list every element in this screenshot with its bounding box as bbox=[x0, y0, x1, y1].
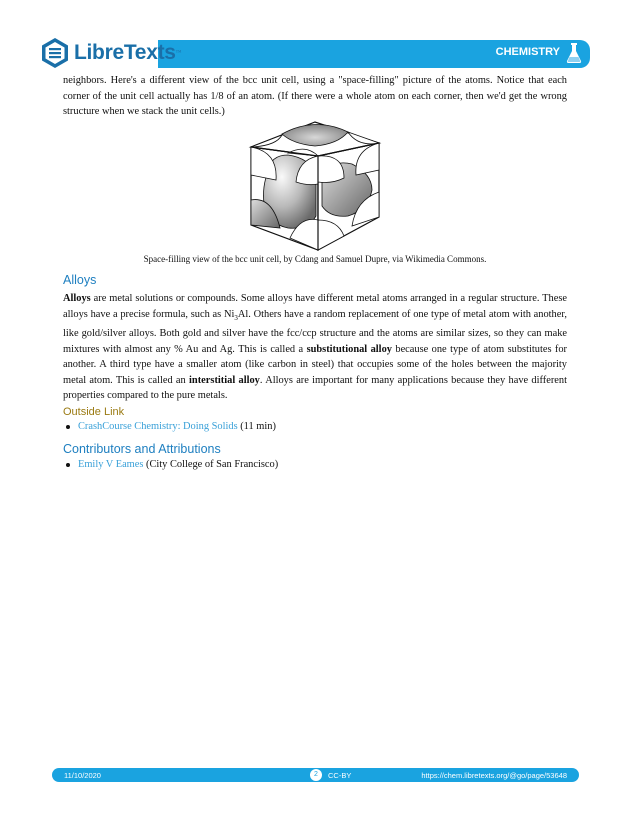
subscript-3: 3 bbox=[234, 313, 238, 322]
logo-text: LibreTexts bbox=[74, 41, 176, 64]
bullet-icon bbox=[66, 425, 70, 429]
alloys-heading: Alloys bbox=[63, 273, 97, 287]
outside-link-heading: Outside Link bbox=[63, 406, 125, 418]
footer-date: 11/10/2020 bbox=[64, 771, 101, 780]
libretexts-logo[interactable] bbox=[40, 36, 182, 70]
logo-trademark: ™ bbox=[175, 50, 182, 56]
list-item bbox=[66, 458, 278, 472]
contributor-link[interactable]: Emily V Eames bbox=[78, 459, 144, 470]
page-header bbox=[40, 36, 590, 70]
alloys-paragraph bbox=[63, 291, 567, 404]
crashcourse-link[interactable]: CrashCourse Chemistry: Doing Solids bbox=[78, 421, 238, 432]
figure-caption: Space-filling view of the bcc unit cell, by Cdang and Samuel Dupre, via Wikimedia Commons. bbox=[143, 254, 487, 264]
bullet-icon bbox=[66, 463, 70, 467]
intro-paragraph: neighbors. Here's a different view of the bcc unit cell, using a "space-filling" picture of the atoms. Notice that each corner of the unit cell actually has 1/8 of an atom. (If there were a whole atom on each corner, then we'd get the wrong structure when we stack the unit cells.) bbox=[63, 75, 567, 117]
license-label: CC-BY bbox=[328, 771, 352, 780]
subject-label: CHEMISTRY bbox=[495, 46, 560, 58]
page-footer bbox=[52, 768, 579, 782]
flask-icon bbox=[566, 42, 582, 64]
interstitial-alloy-term: interstitial alloy bbox=[189, 374, 260, 386]
page-number: 2 bbox=[310, 769, 322, 781]
contributor-affiliation: (City College of San Francisco) bbox=[143, 459, 279, 470]
page-url-link[interactable]: https://chem.libretexts.org/@go/page/53648 bbox=[421, 771, 567, 780]
contributors-heading: Contributors and Attributions bbox=[63, 442, 221, 456]
alloys-term: Alloys bbox=[63, 293, 91, 304]
link-duration: (11 min) bbox=[237, 421, 276, 432]
substitutional-alloy-term: substitutional alloy bbox=[306, 343, 392, 355]
alloys-text-3: because one type of atom substitutes for another. A third type have a smaller atom (like carbon in steel) that occupies some of the holes between the majority metal atom. This is called an bbox=[63, 343, 568, 386]
alloys-text-4: . Alloys are important for many applications because they have different properties compared to the pure metals. bbox=[63, 374, 567, 402]
alloys-text-1: are metal solutions or compounds. Some alloys have different metal atoms arranged in a regular structure. These alloys have a precise formula, such as Ni bbox=[63, 293, 567, 320]
list-item bbox=[66, 420, 276, 434]
libretexts-hexagon-icon bbox=[40, 37, 70, 69]
bcc-unit-cell-figure bbox=[248, 120, 382, 252]
alloys-text-2: Al. Others have a random replacement of one type of metal atom with another, like gold/silver alloys. Both gold and silver have the fcc/ccp structure and the atoms are similar sizes, so they can make mixtures with almost any % Au and Ag. This is called a bbox=[63, 308, 568, 355]
